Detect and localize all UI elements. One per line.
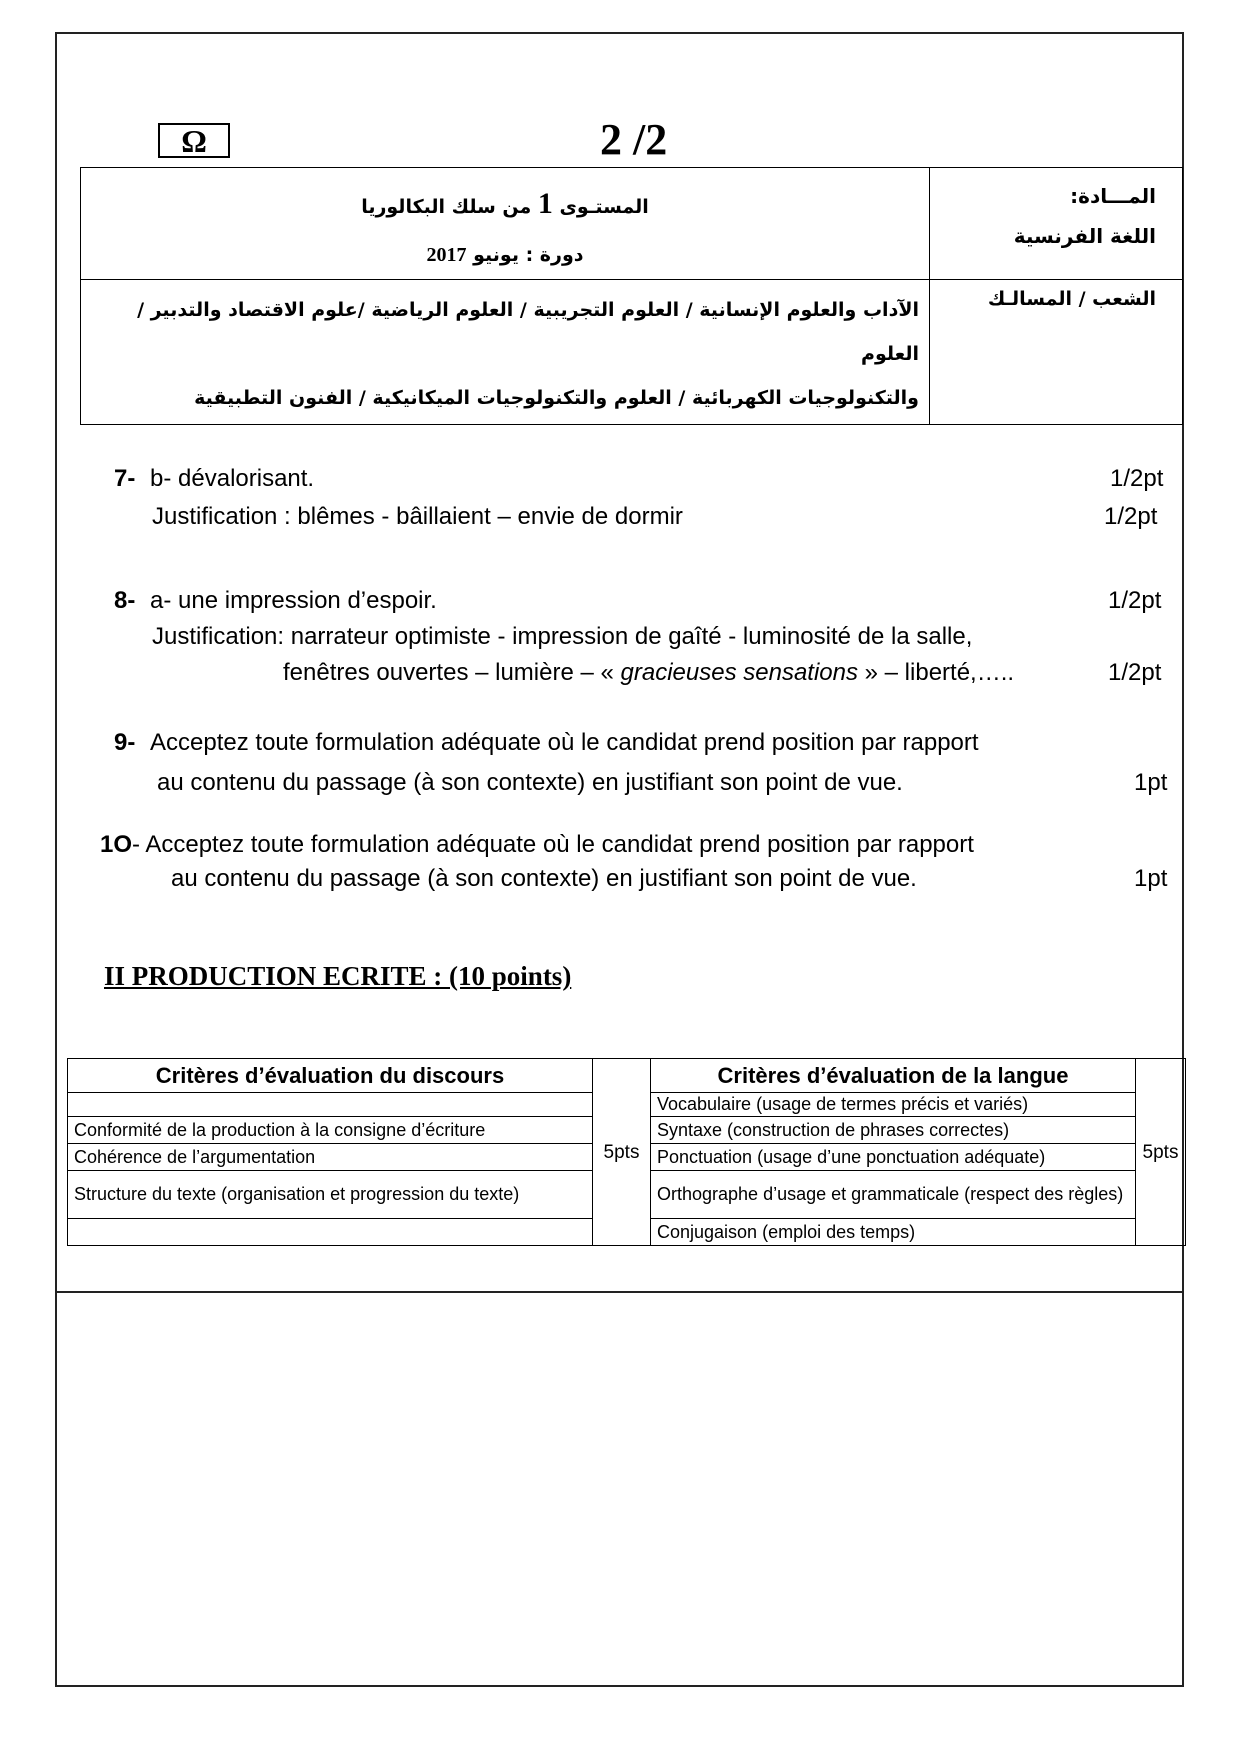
langue-item: Syntaxe (construction de phrases correctes) [651,1117,1136,1144]
subject-cell [930,168,1183,280]
session-year: 2017 [426,244,467,266]
points-value: 1pt [1134,769,1168,796]
subject-value: اللغة الفرنسية [1013,224,1156,248]
session-line [81,231,929,279]
question-number: 7- [114,465,136,492]
question-8-line-1 [114,587,437,615]
line-text: fenêtres ouvertes – lumière – « [283,659,621,686]
langue-item: Ponctuation (usage d’une ponctuation adéquate) [651,1144,1136,1171]
streams-label: الشعب / المسالـك [987,288,1156,310]
answer-text: Acceptez toute formulation adéquate où le candidat prend position par rapport [150,729,979,756]
subject-label: المـــادة: [1070,184,1156,208]
line-text: » – liberté,….. [857,659,1015,686]
discours-points: 5pts [593,1059,651,1246]
horizontal-rule [55,1291,1184,1293]
discours-item [68,1219,593,1246]
question-10-line-1 [100,831,974,859]
question-7-justification: Justification : blêmes - bâillaient – envie de dormir [152,503,683,530]
question-8-justification: Justification: narrateur optimiste - impression de gaîté - luminosité de la salle, [152,623,973,650]
level-rest: من سلك البكالوريا [361,196,532,218]
answer-text: a- une impression d’espoir. [150,587,437,614]
streams-line-1: الآداب والعلوم الإنسانية / العلوم التجريبية / العلوم الرياضية /علوم الاقتصاد والتدبير / العلوم [137,299,919,365]
criteria-table [67,1058,1186,1246]
langue-item: Conjugaison (emploi des temps) [651,1219,1136,1246]
langue-points: 5pts [1136,1059,1186,1246]
points-value: 1/2pt [1108,587,1162,614]
question-9-line-2: au contenu du passage (à son contexte) en justifiant son point de vue. [157,769,903,796]
discours-item: Conformité de la production à la consigne d’écriture [68,1117,593,1144]
section-title: II PRODUCTION ECRITE : (10 points) [104,961,572,991]
level-word: المستـوى [559,196,649,218]
question-10-line-2: au contenu du passage (à son contexte) en justifiant son point de vue. [171,865,917,892]
question-number: 8- [114,587,136,614]
question-7-line-1 [114,465,314,493]
level-session-cell [81,168,930,280]
points-value: 1/2pt [1104,503,1158,530]
session-label: دورة : يونيو [473,244,584,266]
question-number: 1O [100,831,133,858]
page-number: 2 /2 [600,115,668,164]
points-value: 1pt [1134,865,1168,892]
streams-cell [81,280,930,425]
discours-item: Structure du texte (organisation et progression du texte) [68,1171,593,1219]
discours-item [68,1093,593,1117]
omega-box: Ω [158,123,230,158]
answer-text: - Acceptez toute formulation adéquate où le candidat prend position par rapport [132,831,974,858]
streams-label-cell [930,280,1183,425]
points-value: 1/2pt [1110,465,1164,492]
exam-header-table [80,167,1183,425]
langue-header: Critères d’évaluation de la langue [651,1059,1136,1093]
langue-item: Vocabulaire (usage de termes précis et variés) [651,1093,1136,1117]
question-number: 9- [114,729,136,756]
level-number: 1 [537,187,553,220]
points-value: 1/2pt [1108,659,1162,686]
streams-line-2: والتكنولوجيات الكهربائية / العلوم والتكنولوجيات الميكانيكية / الفنون التطبيقية [194,387,919,409]
discours-item: Cohérence de l’argumentation [68,1144,593,1171]
discours-header: Critères d’évaluation du discours [68,1059,593,1093]
langue-item: Orthographe d’usage et grammaticale (respect des règles) [651,1171,1136,1219]
quoted-text: gracieuses sensations [620,659,858,686]
answer-text: b- dévalorisant. [150,465,315,492]
level-line [81,180,929,231]
question-8-line-3 [283,659,1014,687]
question-9-line-1 [114,729,979,757]
